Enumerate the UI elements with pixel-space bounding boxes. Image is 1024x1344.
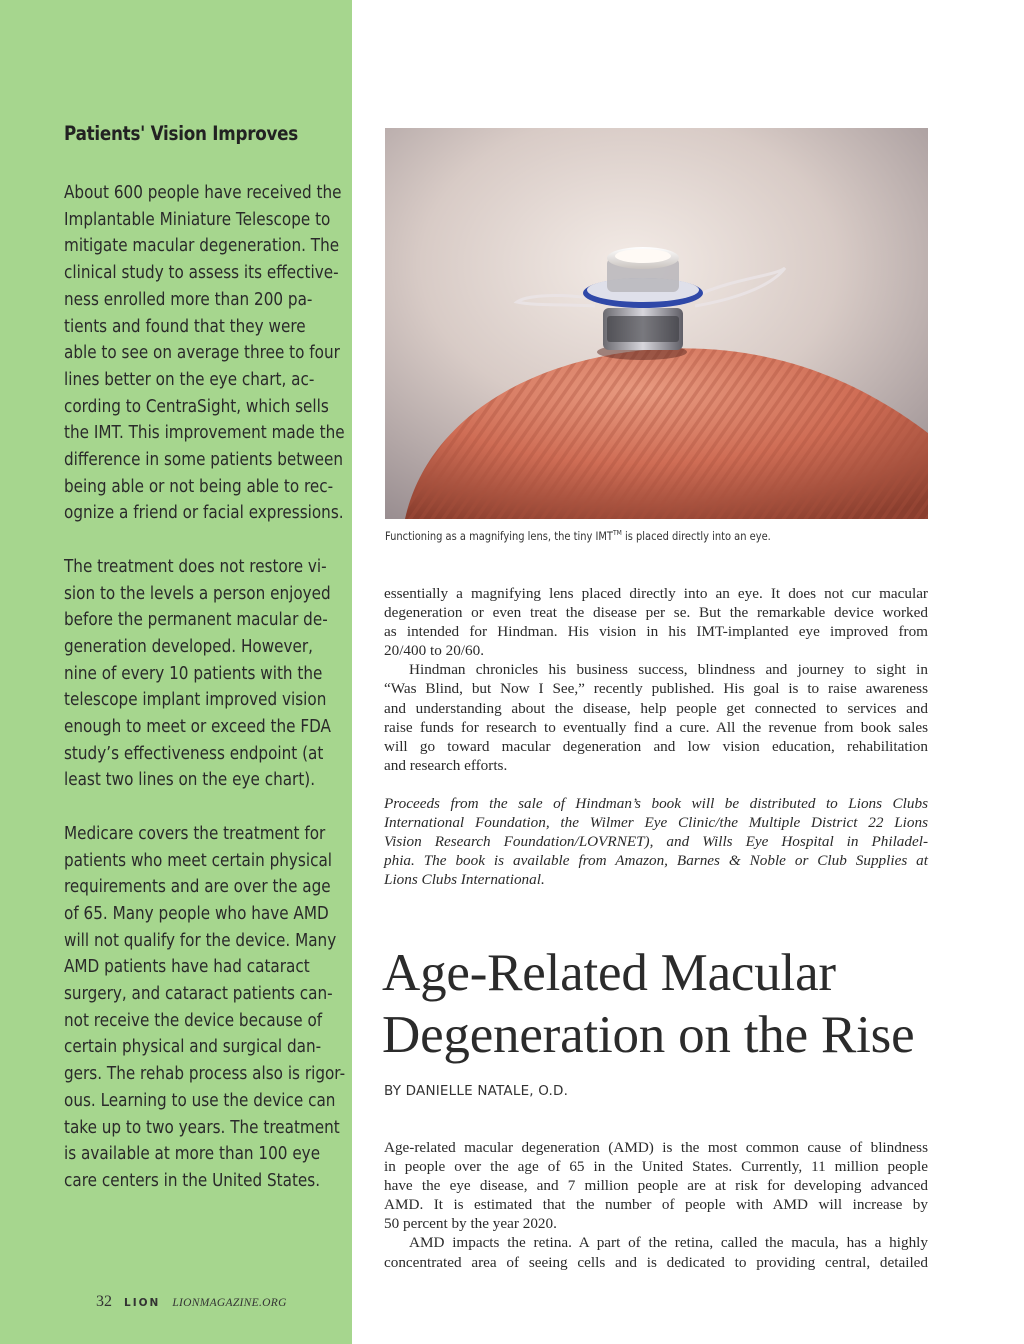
text-line: raise funds for research to eventually find a cure. All the revenue from book sales	[384, 718, 928, 736]
text-line: requirements and are over the age	[64, 877, 331, 898]
text-line: clinical study to assess its effective-	[64, 263, 339, 284]
text-line: telescope implant improved vision	[64, 690, 327, 711]
text-line: AMD patients have had cataract	[64, 957, 310, 978]
text-line: AMD. It is estimated that the number of people with AMD will increase by	[384, 1196, 928, 1214]
text-line: patients who meet certain physical	[64, 850, 333, 871]
text-line: care centers in the United States.	[64, 1170, 321, 1191]
text-line: concentrated area of seeing cells and is dedicated to providing central, detailed	[384, 1253, 928, 1271]
text-line: phia. The book is available from Amazon, Barnes & Noble or Club Supplies at	[384, 852, 928, 870]
text-line: Medicare covers the treatment for	[64, 823, 326, 844]
text-line: before the permanent macular de-	[64, 610, 328, 631]
article-paragraph	[384, 1233, 928, 1271]
headline-line: Age-Related Macular	[382, 944, 836, 1002]
text-line: surgery, and cataract patients can-	[64, 984, 333, 1005]
text-line: have the eye disease, and 7 million people are at risk for developing advanced	[384, 1177, 928, 1195]
text-line: lines better on the eye chart, ac-	[64, 369, 315, 390]
text-line: is available at more than 100 eye	[64, 1144, 321, 1165]
text-line: enough to meet or exceed the FDA	[64, 717, 331, 738]
text-line: Vision Research Foundation/LOVRNET), and Wills Eye Hospital in Philadel-	[384, 833, 928, 851]
sidebar-body	[64, 180, 346, 1221]
text-line: study’s effectiveness endpoint (at	[64, 743, 324, 764]
text-line: 50 percent by the year 2020.	[384, 1215, 557, 1233]
text-line: sion to the levels a person enjoyed	[64, 583, 331, 604]
article-headline	[382, 942, 1002, 1066]
text-line: certain physical and surgical dan-	[64, 1037, 322, 1058]
text-line: 20/400 to 20/60.	[384, 642, 484, 660]
page-number: 32	[96, 1293, 112, 1310]
text-line: generation developed. However,	[64, 636, 314, 657]
sidebar-paragraph	[64, 554, 331, 794]
text-line: and understanding about the disease, help people get connected to services and	[384, 699, 928, 717]
text-line: About 600 people have received the	[64, 183, 342, 203]
article-continuation	[384, 584, 928, 889]
article-paragraph	[384, 584, 928, 660]
text-line: International Foundation, the Wilmer Eye Clinic/the Multiple District 22 Lions	[384, 814, 928, 832]
text-line: will go toward macular degeneration and low vision education, rehabilitation	[384, 737, 928, 755]
text-line: Hindman chronicles his business success, blindness and journey to sight in	[409, 661, 928, 679]
text-line: not receive the device because of	[64, 1010, 323, 1031]
text-line: The treatment does not restore vi-	[64, 556, 327, 577]
caption-text: Functioning as a magnifying lens, the tiny IMT	[385, 529, 613, 543]
article-body	[384, 1138, 928, 1272]
text-line: essentially a magnifying lens placed directly into an eye. It does not cur macular	[384, 585, 928, 602]
text-line: least two lines on the eye chart).	[64, 770, 316, 791]
text-line: Age-related macular degeneration (AMD) is the most common cause of blindness	[384, 1139, 928, 1156]
text-line: gers. The rehab process also is rigor-	[64, 1064, 346, 1085]
text-line: Implantable Miniature Telescope to	[64, 209, 331, 230]
sidebar-heading: Patients' Vision Improves	[64, 122, 299, 145]
text-line: nine of every 10 patients with the	[64, 663, 323, 684]
magazine-url: LIONMAGAZINE.ORG	[172, 1297, 287, 1309]
text-line: Proceeds from the sale of Hindman’s book will be distributed to Lions Clubs	[384, 794, 928, 812]
text-line: Lions Clubs International.	[384, 871, 545, 889]
text-line: tients and found that they were	[64, 316, 306, 337]
book-proceeds-note	[384, 794, 928, 889]
text-line: mitigate macular degeneration. The	[64, 236, 340, 257]
text-line: the IMT. This improvement made the	[64, 423, 345, 444]
text-line: able to see on average three to four	[64, 343, 340, 364]
byline: BY DANIELLE NATALE, O.D.	[384, 1083, 569, 1099]
text-line: being able or not being able to rec-	[64, 476, 334, 497]
text-line: ognize a friend or facial expressions.	[64, 503, 344, 524]
article-paragraph	[384, 660, 928, 775]
text-line: ous. Learning to use the device can	[64, 1090, 336, 1111]
text-line: and research efforts.	[384, 756, 508, 774]
magazine-name: LION	[124, 1297, 161, 1309]
sidebar-paragraph	[64, 821, 346, 1195]
trademark-symbol: TM	[612, 529, 622, 538]
headline-line: Degeneration on the Rise	[382, 1006, 915, 1064]
text-line: degeneration or even treat the disease per se. But the remarkable device worked	[384, 604, 928, 622]
page-footer	[96, 1293, 287, 1311]
photo-caption	[385, 529, 771, 543]
text-line: ness enrolled more than 200 pa-	[64, 289, 313, 310]
caption-text: is placed directly into an eye.	[621, 529, 771, 543]
text-line: “Was Blind, but Now I See,” recently published. His goal is to raise awareness	[384, 680, 928, 698]
sidebar-paragraph	[64, 180, 345, 527]
text-line: in people over the age of 65 in the United States. Currently, 11 million people	[384, 1158, 928, 1176]
text-line: cording to CentraSight, which sells	[64, 396, 329, 417]
imt-lens-photo	[385, 128, 928, 519]
text-line: take up to two years. The treatment	[64, 1117, 340, 1138]
text-line: as intended for Hindman. His vision in his IMT-implanted eye improved from	[384, 623, 928, 641]
text-line: will not qualify for the device. Many	[64, 930, 337, 951]
article-paragraph	[384, 1138, 928, 1233]
text-line: difference in some patients between	[64, 450, 344, 471]
text-line: AMD impacts the retina. A part of the retina, called the macula, has a highly	[409, 1234, 928, 1252]
text-line: of 65. Many people who have AMD	[64, 903, 329, 924]
sidebar-panel	[0, 0, 352, 1344]
